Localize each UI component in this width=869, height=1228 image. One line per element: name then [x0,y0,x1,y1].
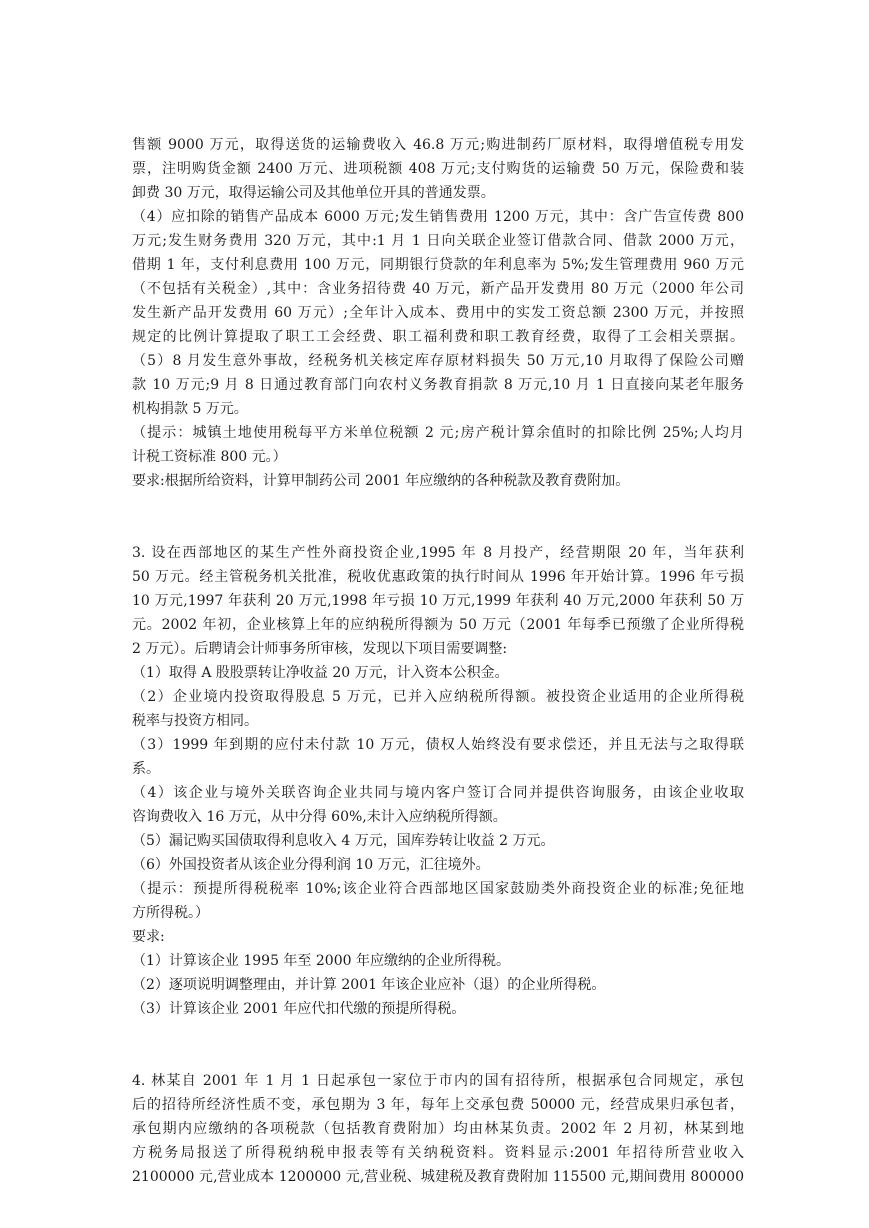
text-line: （提示：预提所得税税率 10%;该企业符合西部地区国家鼓励类外商投资企业的标准;免征地 [132,881,744,897]
text-line: 方税务局报送了所得税纳税申报表等有关纳税资料。资料显示:2001 年招待所营业收入 [132,1145,744,1161]
text-line: （2）逐项说明调整理由，并计算 2001 年该企业应补（退）的企业所得税。 [132,977,606,993]
text-line: 2100000 元,营业成本 1200000 元,营业税、城建税及教育费附加 115500 元,期间费用 800000 [132,1169,744,1185]
text-line: （5）8 月发生意外事故，经税务机关核定库存原材料损失 50 万元,10 月取得了保险公司赠 [132,353,744,369]
text-line: （3）1999 年到期的应付未付款 10 万元，债权人始终没有要求偿还，并且无法与之取得联 [132,737,744,753]
text-line: （4）该企业与境外关联咨询企业共同与境内客户签订合同并提供咨询服务，由该企业收取 [132,785,744,801]
text-line: 系。 [132,761,160,777]
text-line: 机构捐款 5 万元。 [132,401,248,417]
text-line: （5）漏记购买国债取得利息收入 4 万元，国库券转让收益 2 万元。 [132,833,555,849]
text-line: （不包括有关税金）,其中：含业务招待费 40 万元，新产品开发费用 80 万元（2000 年公司 [132,281,744,297]
text-line: 2 万元）。后聘请会计师事务所审核，发现以下项目需要调整: [132,641,508,657]
text-line: 10 万元,1997 年获利 20 万元,1998 年亏损 10 万元,1999 年获利 40 万元,2000 年获利 50 万 [132,593,744,609]
text-line: 票，注明购货金额 2400 万元、进项税额 408 万元;支付购货的运输费 50 万元，保险费和装 [132,161,744,177]
text-line: 款 10 万元;9 月 8 日通过教育部门向农村义务教育捐款 8 万元,10 月 1 日直接向某老年服务 [132,377,744,393]
text-line: 税率与投资方相同。 [132,713,258,729]
text-line: （2）企业境内投资取得股息 5 万元，已并入应纳税所得额。被投资企业适用的企业所得税 [132,689,744,705]
text-line: （4）应扣除的销售产品成本 6000 万元;发生销售费用 1200 万元，其中：含广告宣传费 800 [132,209,744,225]
text-line: 后的招待所经济性质不变，承包期为 3 年，每年上交承包费 50000 元，经营成果归承包者， [132,1097,744,1113]
text-line: （1）计算该企业 1995 年至 2000 年应缴纳的企业所得税。 [132,953,510,969]
question-heading: 3. 设在西部地区的某生产性外商投资企业,1995 年 8 月投产，经营期限 20 年，当年获利 [132,545,744,561]
text-line: 售额 9000 万元，取得送货的运输费收入 46.8 万元;购进制药厂原材料，取得增值税专用发 [132,137,744,153]
text-line: 计税工资标准 800 元。） [132,449,287,465]
text-line: （提示：城镇土地使用税每平方米单位税额 2 元;房产税计算余值时的扣除比例 25%;人均月 [132,425,744,441]
text-line: 元。2002 年初，企业核算上年的应纳税所得额为 50 万元（2001 年每季已预缴了企业所得税 [132,617,744,633]
text-line: 要求: [132,929,165,945]
text-line: 规定的比例计算提取了职工工会经费、职工福利费和职工教育经费，取得了工会相关票据。 [132,329,744,345]
text-line: 咨询费收入 16 万元，从中分得 60%,未计入应纳税所得额。 [132,809,507,825]
text-line: 发生新产品开发费用 60 万元）;全年计入成本、费用中的实发工资总额 2300 万元，并按照 [132,305,744,321]
text-line: 50 万元。经主管税务机关批准，税收优惠政策的执行时间从 1996 年开始计算。1996 年亏损 [132,569,744,585]
text-line: （6）外国投资者从该企业分得利润 10 万元，汇往境外。 [132,857,490,873]
text-line: 卸费 30 万元，取得运输公司及其他单位开具的普通发票。 [132,185,495,201]
text-line: （3）计算该企业 2001 年应代扣代缴的预提所得税。 [132,1001,466,1017]
text-line: 承包期内应缴纳的各项税款（包括教育费附加）均由林某负责。2002 年 2 月初，林某到地 [132,1121,744,1137]
text-line: 万元;发生财务费用 320 万元，其中:1 月 1 日向关联企业签订借款合同、借款 2000 万元， [132,233,744,249]
question-heading: 4. 林某自 2001 年 1 月 1 日起承包一家位于市内的国有招待所，根据承包合同规定，承包 [132,1073,744,1089]
text-line: 方所得税。） [132,905,209,921]
text-line: （1）取得 A 股股票转让净收益 20 万元，计入资本公积金。 [132,665,509,681]
text-line: 借期 1 年，支付利息费用 100 万元，同期银行贷款的年利息率为 5%;发生管理费用 960 万元 [132,257,744,273]
text-line: 要求:根据所给资料，计算甲制药公司 2001 年应缴纳的各种税款及教育费附加。 [132,473,630,489]
